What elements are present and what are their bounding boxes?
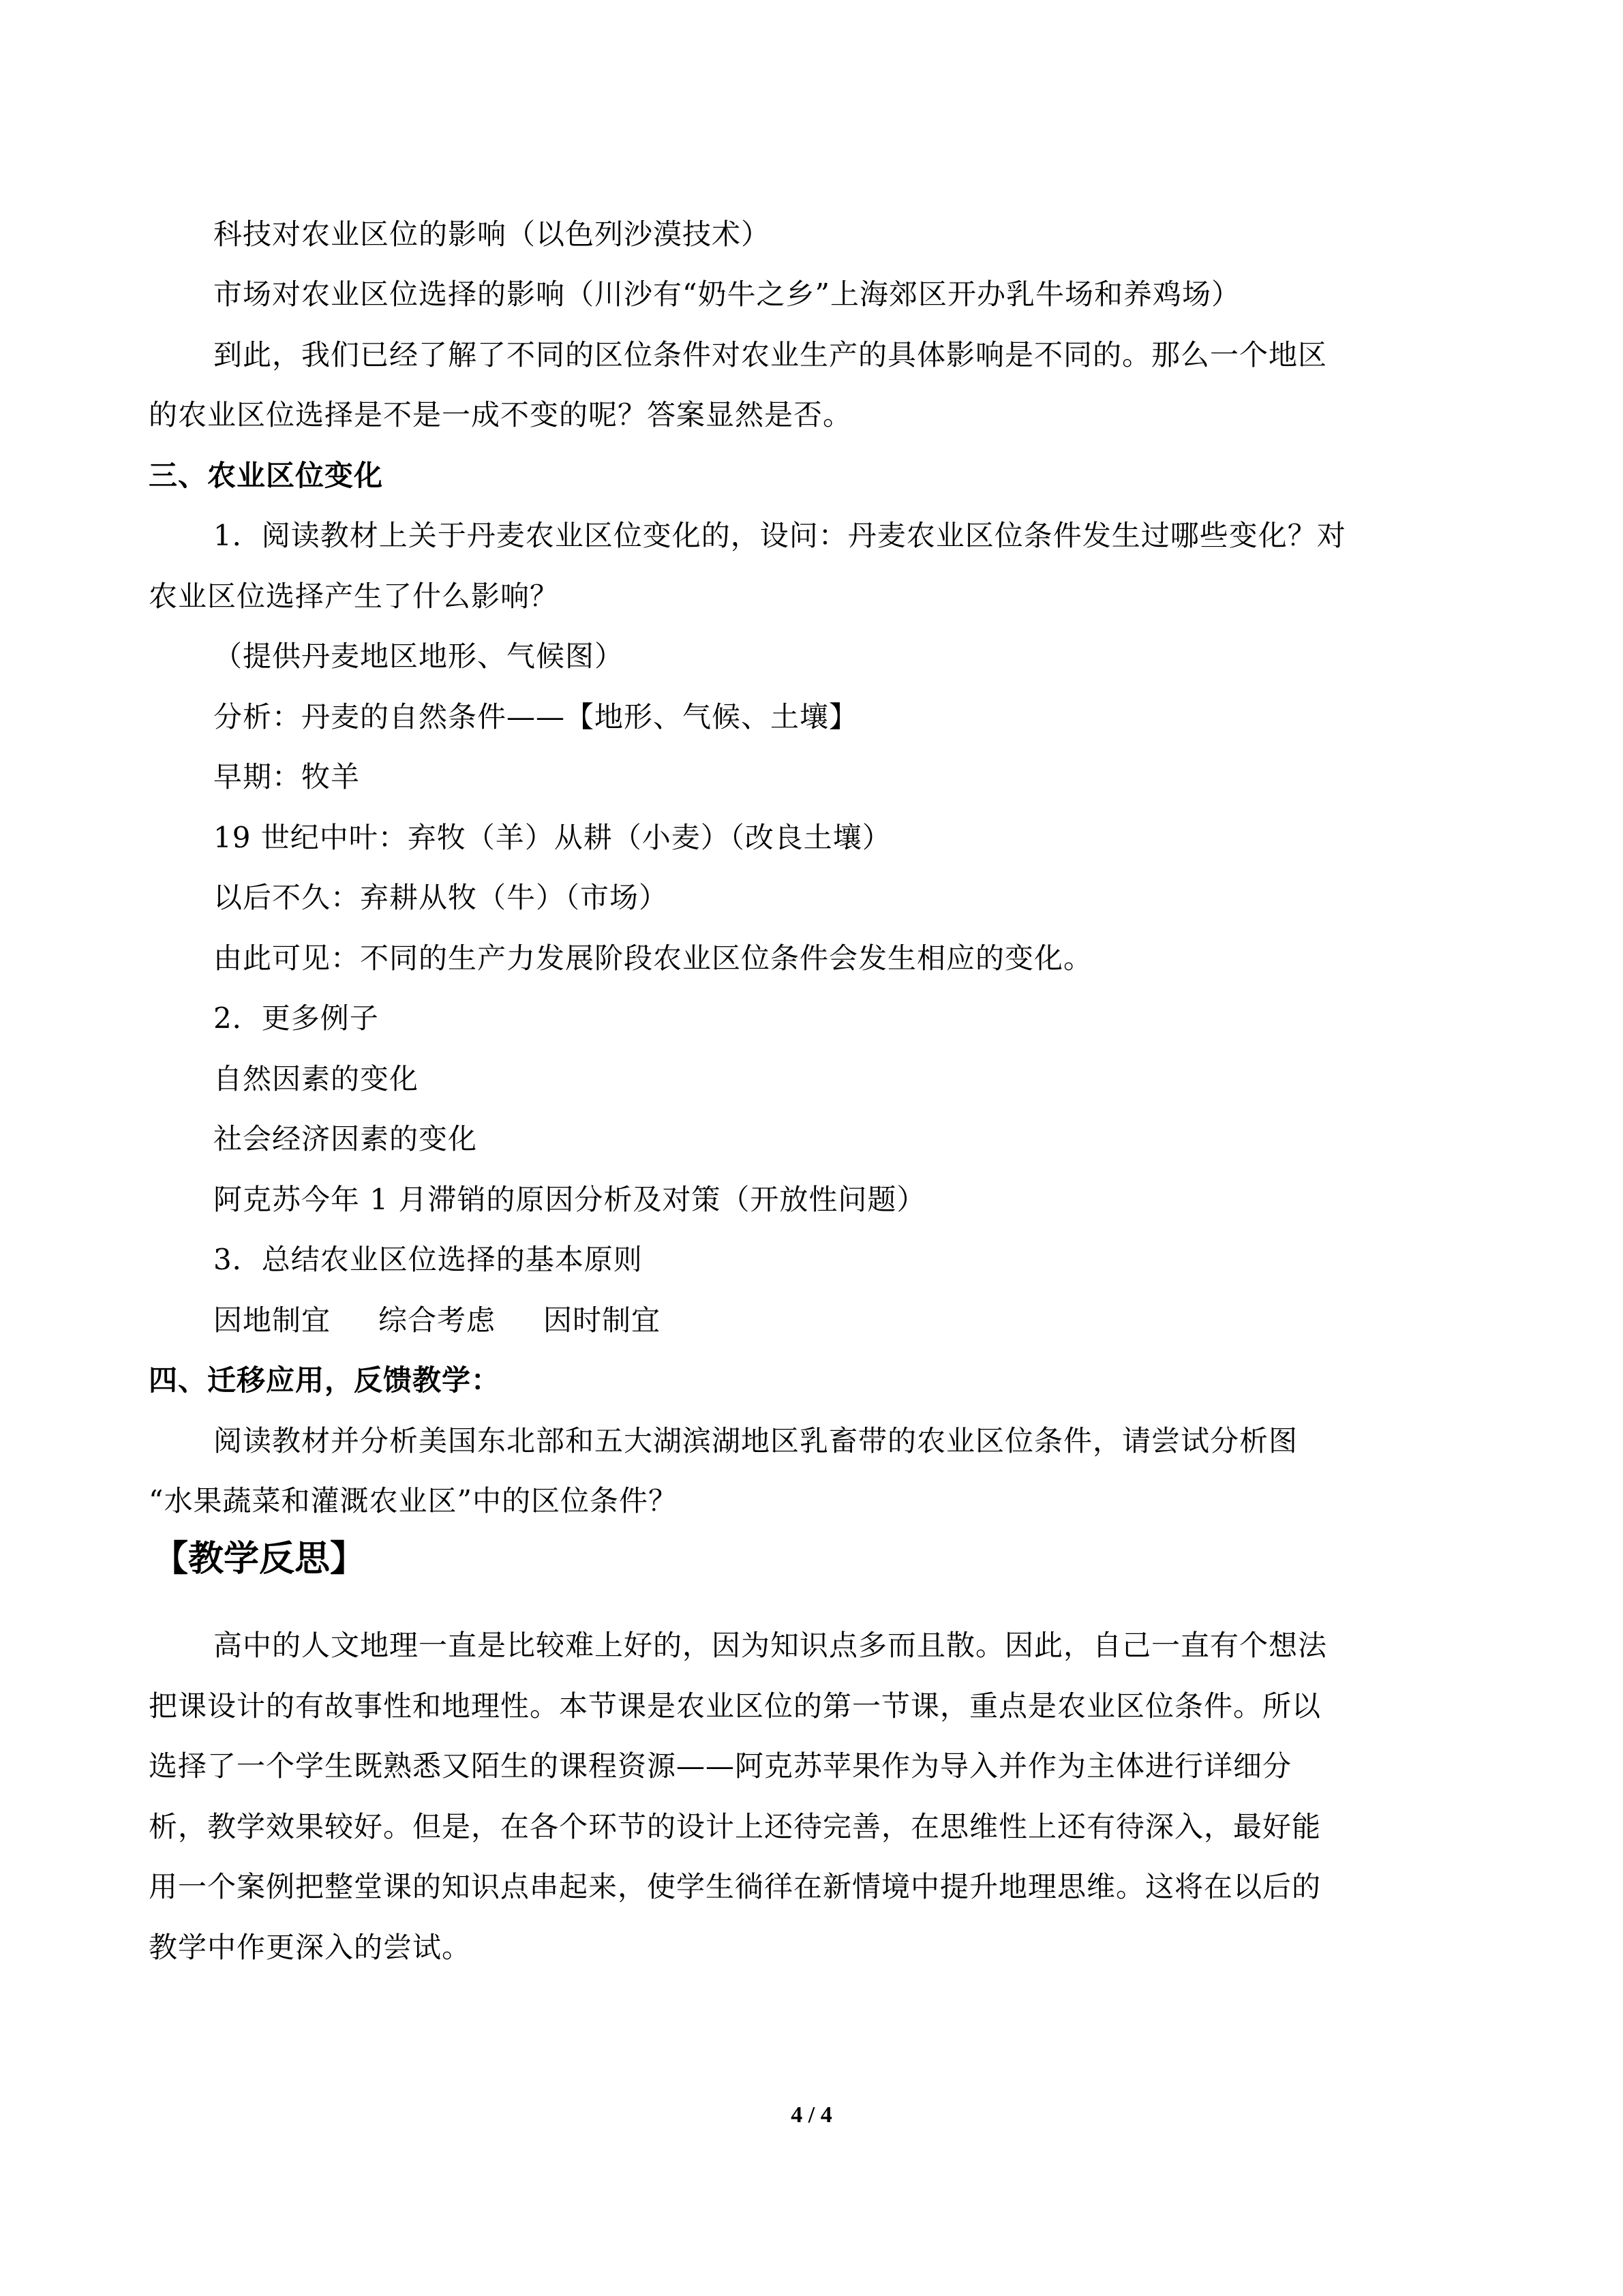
text-line: 市场对农业区位选择的影响（川沙有“奶牛之乡”上海郊区开办乳牛场和养鸡场） (213, 277, 1241, 311)
text-line: 由此可见：不同的生产力发展阶段农业区位条件会发生相应的变化。 (213, 941, 1093, 975)
reflection-title: 【教学反思】 (153, 1539, 366, 1580)
section-heading: 四、迁移应用，反馈教学： (149, 1363, 501, 1397)
principle-item: 因地制宜 (213, 1303, 331, 1337)
text-line: 分析：丹麦的自然条件——【地形、气候、土壤】 (213, 700, 859, 734)
text-line: 科技对农业区位的影响（以色列沙漠技术） (213, 217, 771, 251)
principle-item: 综合考虑 (378, 1303, 496, 1337)
text-line: 用一个案例把整堂课的知识点串起来，使学生徜徉在新情境中提升地理思维。这将在以后的 (149, 1870, 1322, 1903)
text-line: 到此，我们已经了解了不同的区位条件对农业生产的具体影响是不同的。那么一个地区 (213, 338, 1328, 372)
text-line: 阿克苏今年 1 月滞销的原因分析及对策（开放性问题） (213, 1183, 926, 1216)
text-line: 高中的人文地理一直是比较难上好的，因为知识点多而且散。因此，自己一直有个想法 (213, 1629, 1328, 1662)
text-line: 1．阅读教材上关于丹麦农业区位变化的，设问：丹麦农业区位条件发生过哪些变化？对 (213, 519, 1346, 552)
text-line: 19 世纪中叶：弃牧（羊）从耕（小麦）（改良土壤） (213, 821, 892, 854)
text-line: 阅读教材并分析美国东北部和五大湖滨湖地区乳畜带的农业区位条件，请尝试分析图 (213, 1424, 1299, 1457)
text-line: 选择了一个学生既熟悉又陌生的课程资源——阿克苏苹果作为导入并作为主体进行详细分 (149, 1749, 1292, 1783)
text-line: （提供丹麦地区地形、气候图） (213, 639, 624, 673)
text-line: “水果蔬菜和灌溉农业区”中的区位条件？ (149, 1484, 678, 1517)
text-line: 教学中作更深入的尝试。 (149, 1931, 472, 1964)
text-line: 社会经济因素的变化 (213, 1122, 478, 1155)
text-line: 农业区位选择产生了什么影响？ (149, 579, 560, 613)
principles-line (213, 1301, 1549, 1340)
page-number: 4 / 4 (791, 2102, 832, 2128)
section-heading: 三、农业区位变化 (149, 459, 384, 492)
text-line: 把课设计的有故事性和地理性。本节课是农业区位的第一节课，重点是农业区位条件。所以 (149, 1689, 1322, 1723)
principle-item: 因时制宜 (543, 1303, 661, 1337)
text-line: 2．更多例子 (213, 1001, 379, 1035)
text-line: 自然因素的变化 (213, 1062, 419, 1096)
text-line: 析，教学效果较好。但是，在各个环节的设计上还待完善，在思维性上还有待深入，最好能 (149, 1810, 1322, 1843)
text-line: 的农业区位选择是不是一成不变的呢？答案显然是否。 (149, 398, 853, 432)
text-line: 以后不久：弃耕从牧（牛）（市场） (213, 881, 669, 914)
text-line: 早期：牧羊 (213, 760, 361, 794)
text-line: 3．总结农业区位选择的基本原则 (213, 1243, 643, 1276)
